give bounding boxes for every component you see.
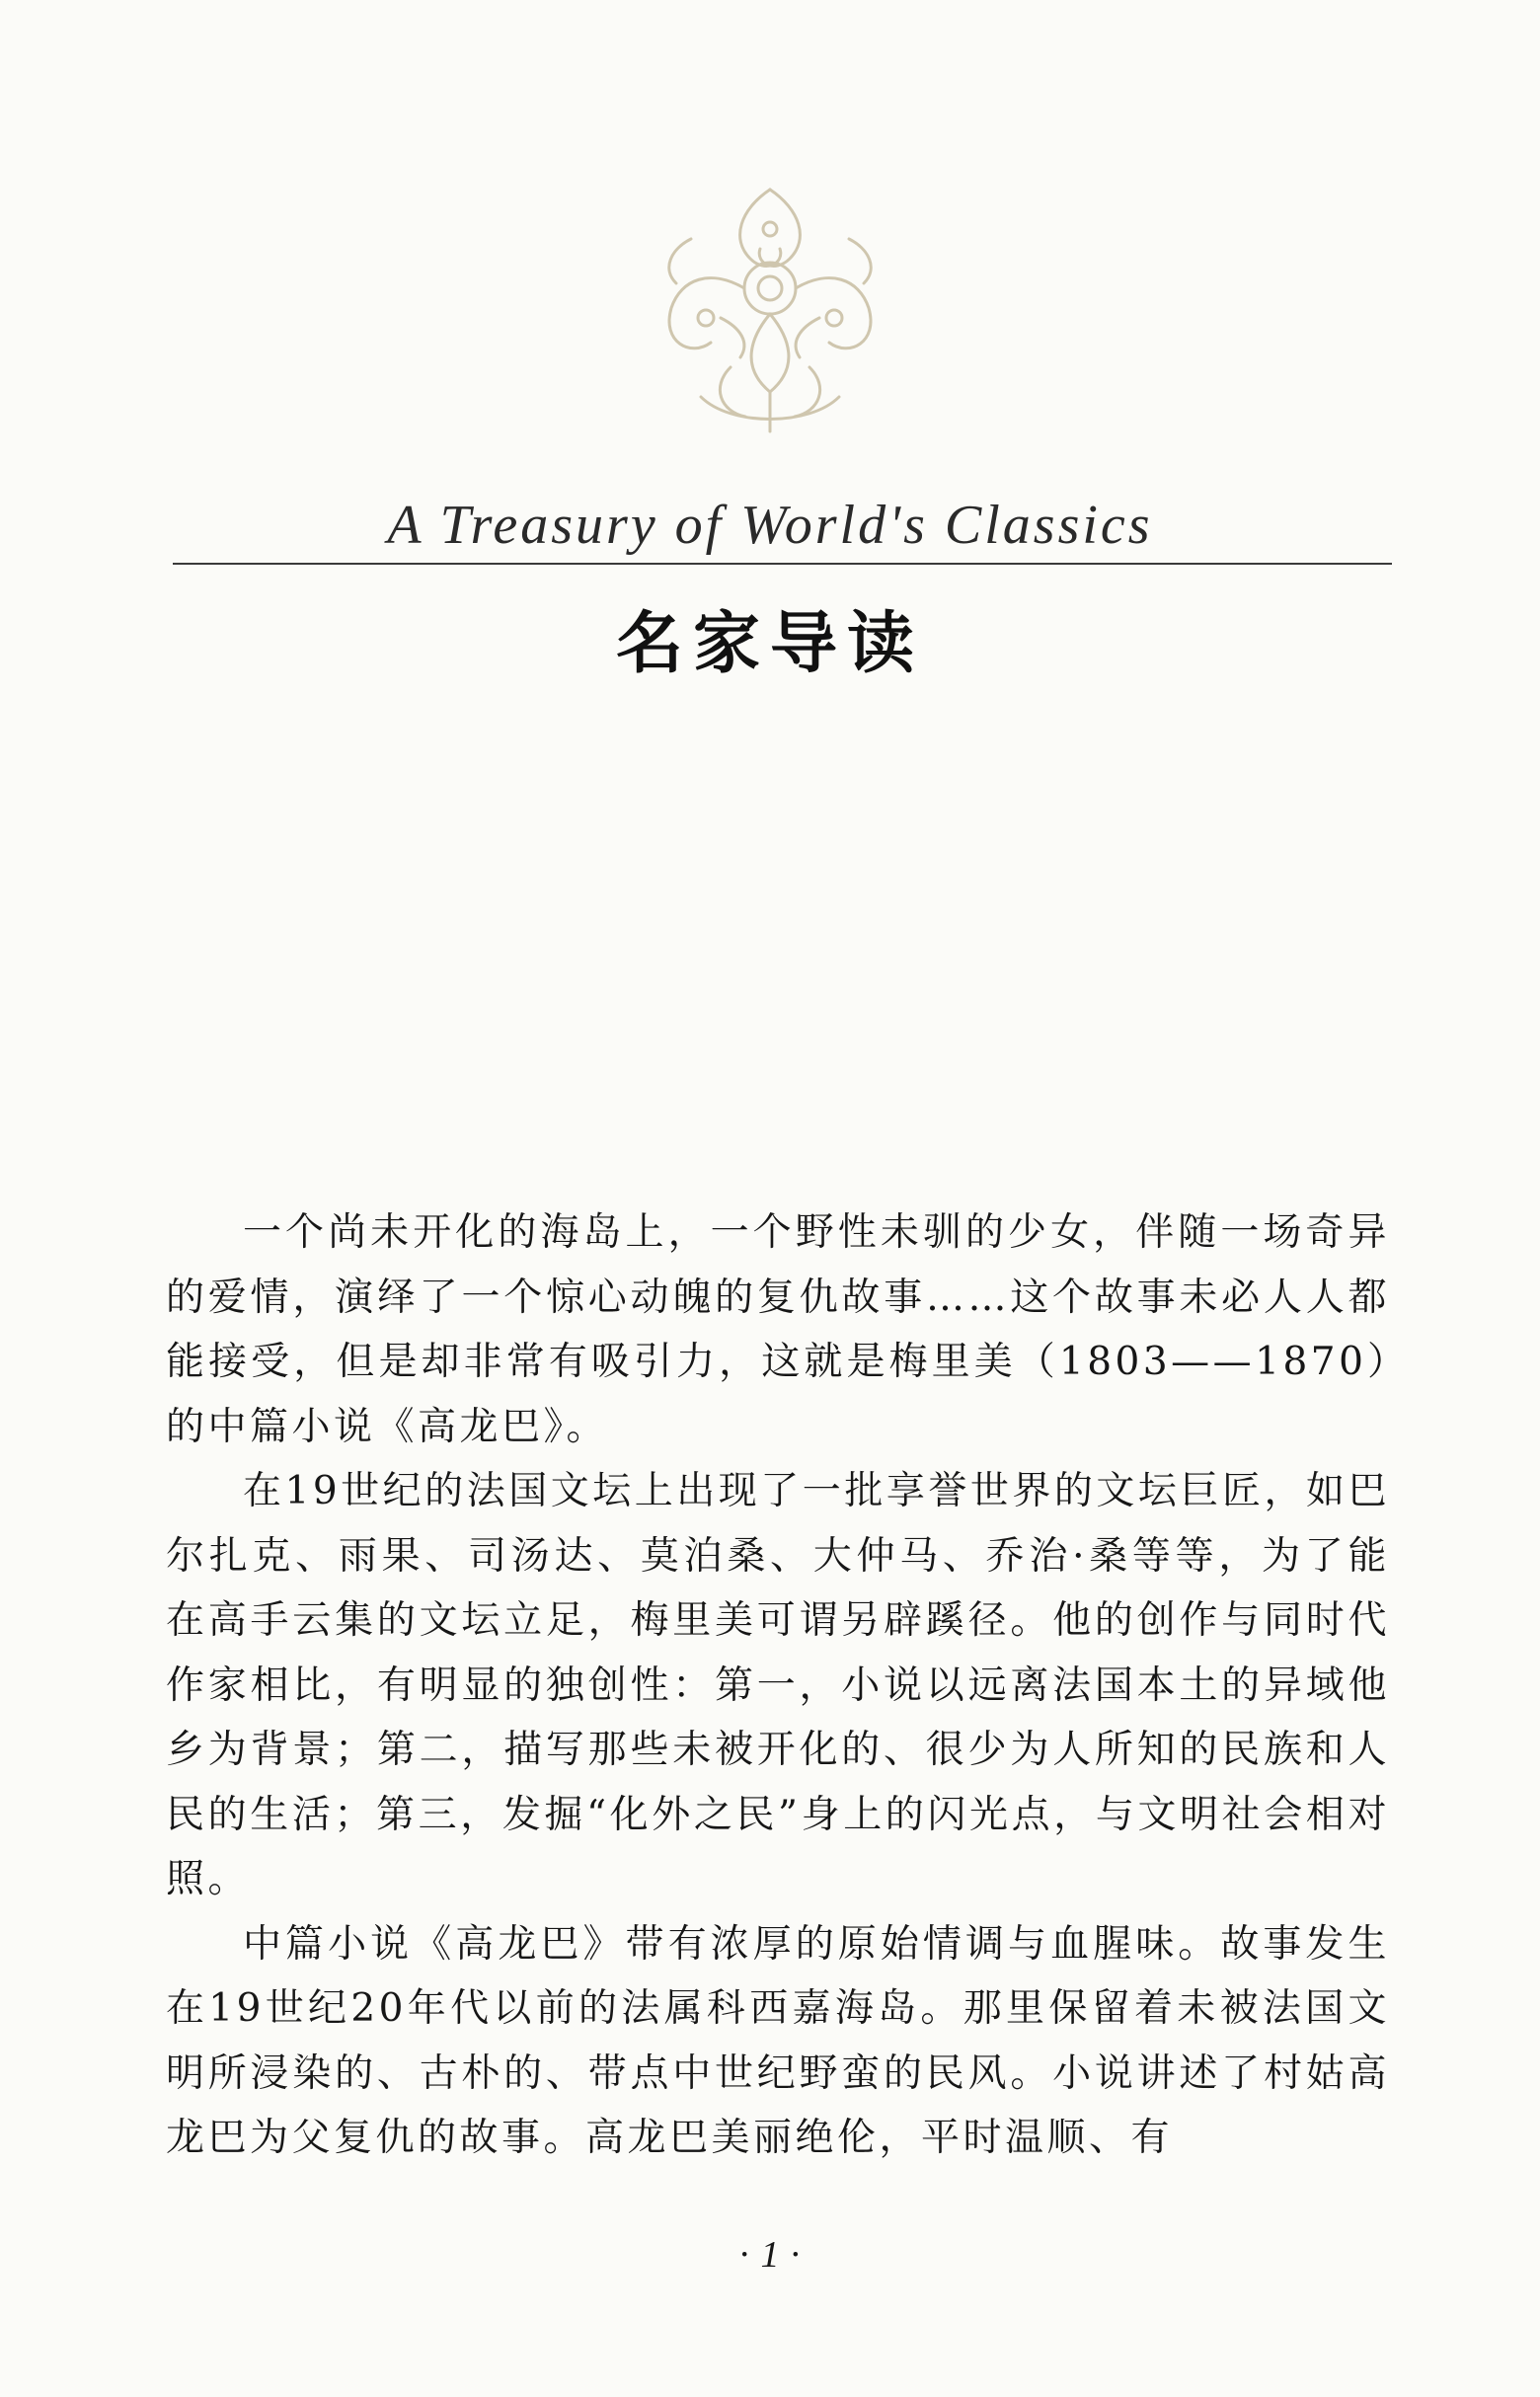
page-number-dot-right: · [789,2234,803,2276]
body-text [166,1200,1390,2171]
page-number [0,2233,1540,2277]
page-number-dot-left: · [737,2234,751,2276]
series-title: A Treasury of World's Classics [387,495,1153,556]
paragraph-2: 在19世纪的法国文坛上出现了一批享誉世界的文坛巨匠，如巴尔扎克、雨果、司汤达、莫泊桑、大仲马、乔治·桑等等，为了能在高手云集的文坛立足，梅里美可谓另辟蹊径。他的创作与同时代作家相比，有明显的独创性：第一，小说以远离法国本土的异域他乡为背景；第二，描写那些未被开化的、很少为人所知的民族和人民的生活；第三，发掘“化外之民”身上的闪光点，与文明社会相对照。 [166,1469,1390,1901]
page-number-value: 1 [760,2234,780,2276]
floral-ornament-icon [632,170,908,446]
paragraph-1: 一个尚未开化的海岛上，一个野性未驯的少女，伴随一场奇异的爱情，演绎了一个惊心动魄的复仇故事……这个故事未必人人都能接受，但是却非常有吸引力，这就是梅里美（1803——1870）的中篇小说《高龙巴》。 [166,1210,1390,1449]
header-rule [173,563,1392,565]
paragraph-3: 中篇小说《高龙巴》带有浓厚的原始情调与血腥味。故事发生在19世纪20年代以前的法属科西嘉海岛。那里保留着未被法国文明所浸染的、古朴的、带点中世纪野蛮的民风。小说讲述了村姑高龙巴为父复仇的故事。高龙巴美丽绝伦，平时温顺、有 [166,1921,1390,2160]
section-title: 名家导读 [615,605,924,683]
